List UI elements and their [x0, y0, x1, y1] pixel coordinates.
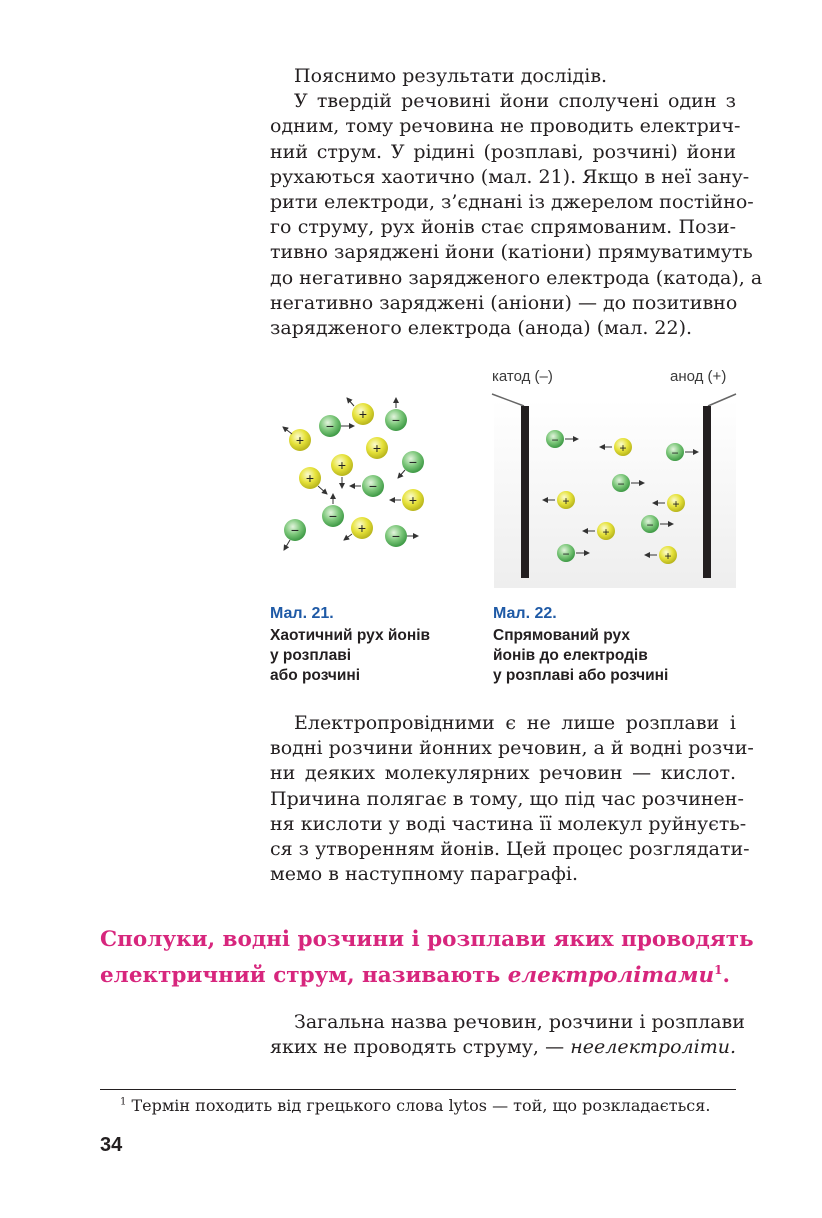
text-line: го струму, рух йонів стає спрямованим. Пози- — [270, 216, 736, 239]
caption-line: у розплаві або розчині — [493, 667, 669, 684]
text-line: рити електроди, з’єднані із джерелом постійно- — [270, 191, 754, 214]
svg-text:+: + — [408, 492, 418, 508]
definition-period: . — [722, 963, 730, 989]
caption-line: у розплаві — [270, 647, 352, 664]
cathode-electrode — [521, 406, 529, 578]
svg-text:−: − — [391, 412, 401, 428]
svg-text:+: + — [337, 457, 347, 473]
anode-label: анод (+) — [670, 368, 727, 385]
text-line: ня кислоти у воді частина її молекул руйнуєть- — [270, 812, 747, 835]
figure-21-caption-title: Мал. 21. — [270, 605, 334, 622]
cation-ion — [344, 517, 373, 540]
text-line: до негативно зарядженого електрода (катода), а — [270, 266, 763, 289]
footnote-text: Термін походить від грецького слова lytos — той, що розкладається. — [131, 1096, 711, 1115]
svg-text:+: + — [664, 549, 672, 563]
definition-line: Сполуки, водні розчини і розплави яких проводять — [100, 927, 754, 952]
cation-ion — [299, 467, 327, 494]
footnote-divider — [100, 1089, 736, 1090]
svg-text:+: + — [562, 494, 570, 508]
figure-22-caption-title: Мал. 22. — [493, 605, 557, 622]
text-line: рухаються хаотично (мал. 21). Якщо в неї зану- — [270, 165, 750, 188]
anion-ion — [319, 415, 354, 437]
text-line: ся з утворенням йонів. Цей процес розглядати- — [270, 838, 750, 861]
footnote-number: 1 — [120, 1096, 127, 1108]
svg-text:−: − — [391, 528, 401, 544]
caption-line: Спрямований рух — [493, 627, 630, 644]
svg-text:−: − — [671, 446, 679, 460]
electrolyte-definition — [100, 925, 754, 991]
cation-ion — [331, 454, 353, 488]
anion-ion — [350, 475, 384, 497]
text-line: Електропровідними є не лише розплави і — [294, 712, 736, 734]
definition-term: електролітами — [507, 963, 715, 989]
text-line: негативно заряджені (аніони) — до позитивно — [270, 291, 738, 314]
svg-text:−: − — [325, 418, 335, 434]
caption-line: йонів до електродів — [493, 647, 648, 664]
svg-text:+: + — [357, 520, 367, 536]
caption-line: або розчині — [270, 667, 361, 684]
definition-line — [100, 955, 740, 991]
paragraph-nonelectrolytes — [270, 1010, 745, 1060]
text-line: одним, тому речовина не проводить електрич- — [270, 115, 741, 138]
text-line — [270, 1035, 736, 1060]
svg-text:+: + — [619, 441, 627, 455]
anion-ion — [322, 494, 344, 527]
svg-text:−: − — [408, 454, 418, 470]
text-line: ний струм. У рідині (розплаві, розчині) йони — [270, 140, 736, 163]
footnote — [120, 1096, 710, 1115]
nonelectrolyte-term: неелектроліти. — [570, 1036, 736, 1059]
svg-text:+: + — [295, 432, 305, 448]
anion-ion — [385, 398, 407, 431]
svg-text:+: + — [358, 406, 368, 422]
svg-text:−: − — [617, 477, 625, 491]
text-line: водні розчини йонних речовин, а й водні розчи- — [270, 737, 754, 760]
anion-ion — [284, 519, 306, 550]
svg-text:+: + — [305, 470, 315, 486]
cation-ion — [347, 398, 374, 425]
svg-text:−: − — [646, 518, 654, 532]
text-line: Причина полягає в тому, що під час розчинен- — [270, 787, 744, 810]
definition-text: електричний струм, називають — [100, 963, 508, 989]
text-line: зарядженого електрода (анода) (мал. 22). — [270, 317, 693, 340]
paragraph-explanation — [270, 64, 763, 341]
text-line: Загальна назва речовин, розчини і розплави — [294, 1011, 745, 1033]
anode-electrode — [703, 406, 711, 578]
cathode-label: катод (–) — [492, 368, 553, 385]
svg-text:−: − — [290, 522, 300, 538]
chaotic-ion-group — [283, 398, 424, 550]
svg-text:+: + — [372, 440, 382, 456]
cation-ion — [390, 489, 424, 511]
footnote-mark: 1 — [714, 963, 723, 977]
text-line: У твердій речовині йони сполучені один з — [294, 90, 736, 113]
svg-text:−: − — [551, 433, 559, 447]
text-line: Пояснимо результати дослідів. — [294, 65, 608, 87]
figure-22-directed-ions — [490, 390, 740, 590]
figure-21-chaotic-ions — [270, 390, 440, 570]
text-fragment: яких не проводять струму, — — [270, 1036, 571, 1059]
page-number: 34 — [100, 1134, 123, 1156]
anion-ion — [385, 525, 418, 547]
figure-22-caption — [493, 626, 668, 686]
cation-ion — [283, 427, 311, 451]
cation-ion — [366, 437, 388, 459]
svg-text:−: − — [328, 508, 338, 524]
text-line: тивно заряджені йони (катіони) прямуватимуть — [270, 241, 753, 264]
paragraph-acids — [270, 711, 754, 887]
solution-bath — [494, 400, 736, 588]
figure-21-caption — [270, 626, 430, 686]
text-line: ни деяких молекулярних речовин — кислот. — [270, 762, 736, 785]
svg-text:+: + — [672, 497, 680, 511]
anion-ion — [398, 451, 424, 478]
svg-text:+: + — [602, 525, 610, 539]
caption-line: Хаотичний рух йонів — [270, 627, 431, 644]
svg-text:−: − — [562, 547, 570, 561]
svg-text:−: − — [368, 478, 378, 494]
text-line: мемо в наступному параграфі. — [270, 863, 579, 886]
